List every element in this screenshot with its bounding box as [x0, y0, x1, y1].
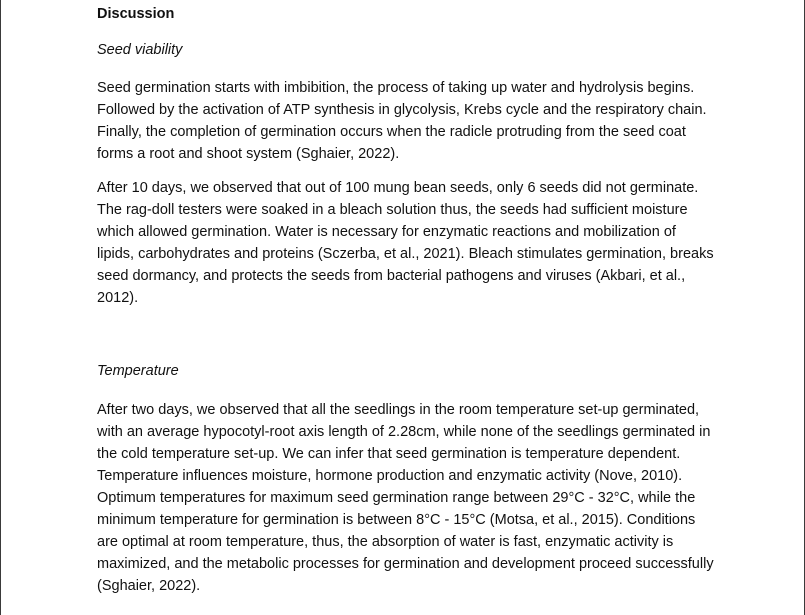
- document-content: [97, 5, 717, 597]
- section-heading-discussion: Discussion: [97, 6, 175, 22]
- paragraph-mung-bean-results: After 10 days, we observed that out of 100 mung bean seeds, only 6 seeds did not germinate. The rag-doll testers were soaked in a bleach solution thus, the seeds had sufficient moisture which allowed germination. Water is necessary for enzymatic reactions and mobilization of lipids, carbohydrates and proteins (Sczerba, et al., 2021). Bleach stimulates germination, breaks seed dormancy, and protects the seeds from bacterial pathogens and viruses (Akbari, et al., 2012).: [97, 180, 714, 306]
- paragraph-temperature-results: After two days, we observed that all the seedlings in the room temperature set-up germinated, with an average hypocotyl-root axis length of 2.28cm, while none of the seedlings germinated in the cold temperature set-up. We can infer that seed germination is temperature dependent. Temperature influences moisture, hormone production and enzymatic activity (Nove, 2010). Optimum temperatures for maximum seed germination range between 29°C - 32°C, while the minimum temperature for germination is between 8°C - 15°C (Motsa, et al., 2015). Conditions are optimal at room temperature, thus, the absorption of water is fast, enzymatic activity is maximized, and the metabolic processes for germination and development proceed successfully (Sghaier, 2022).: [97, 402, 714, 594]
- subheading-temperature: Temperature: [97, 363, 179, 379]
- subheading-seed-viability: Seed viability: [97, 42, 183, 58]
- paragraph-seed-germination: Seed germination starts with imbibition, the process of taking up water and hydrolysis begins. Followed by the activation of ATP synthesis in glycolysis, Krebs cycle and the respiratory chain. Finally, the completion of germination occurs when the radicle protruding from the seed coat forms a root and shoot system (Sghaier, 2022).: [97, 80, 707, 162]
